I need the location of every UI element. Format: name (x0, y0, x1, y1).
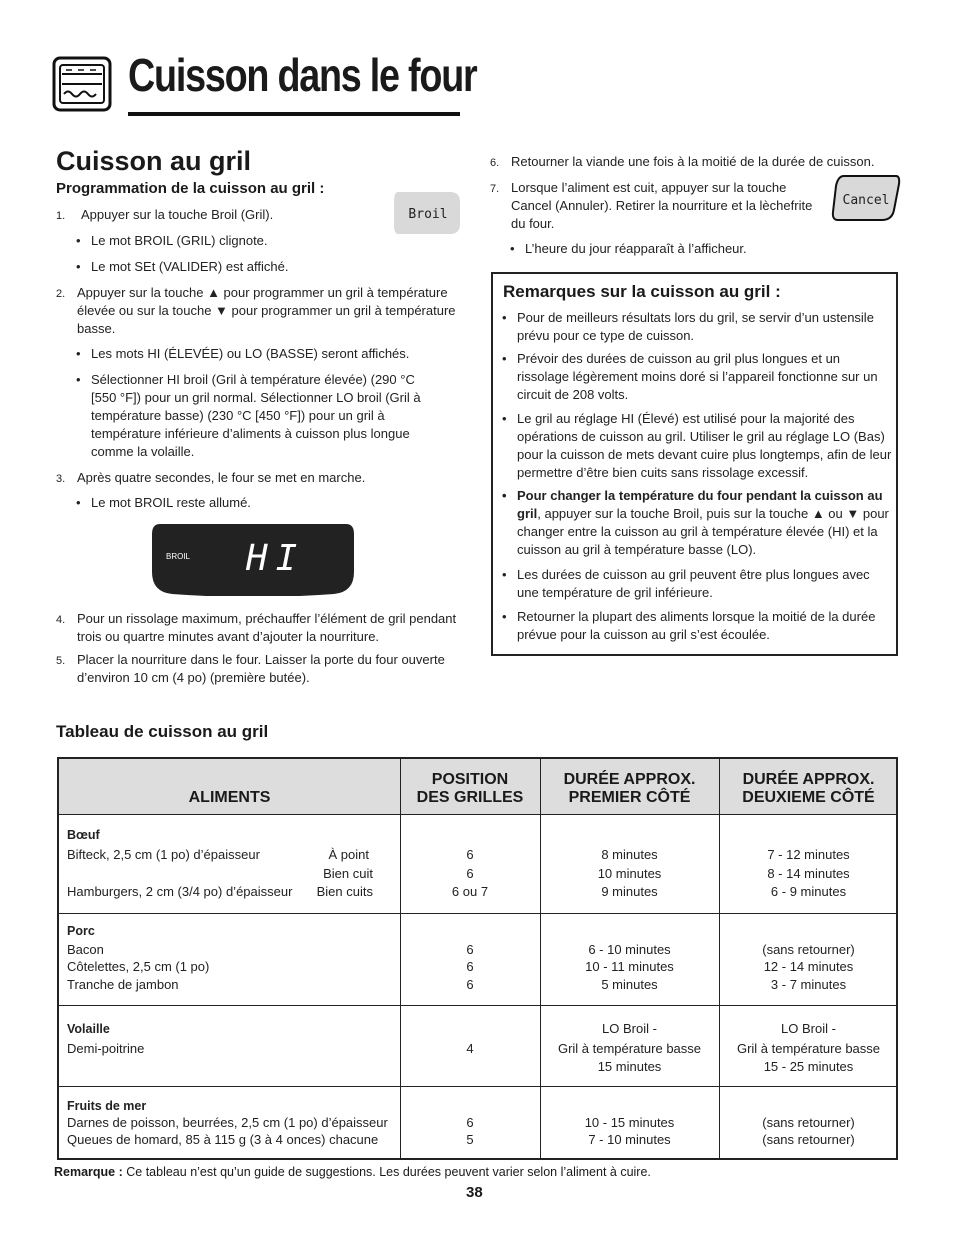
group-seafood: Fruits de mer (67, 1099, 147, 1113)
table-remark: Remarque : Ce tableau n’est qu’un guide de suggestions. Les durées peuvent varier selon l’aliment à cuire. (54, 1165, 651, 1179)
col-header-second-side: DURÉE APPROX. DEUXIEME CÔTÉ (742, 771, 875, 806)
programming-heading: Programmation de la cuisson au gril : (56, 180, 325, 197)
table-row: Côtelettes, 2,5 cm (1 po) (67, 959, 210, 974)
section-title: Cuisson au gril (56, 146, 252, 176)
page-number: 38 (466, 1184, 483, 1201)
table-row: Hamburgers, 2 cm (3/4 po) d’épaisseur (67, 884, 293, 899)
page-title: Cuisson dans le four (128, 49, 477, 101)
group-pork: Porc (67, 924, 95, 938)
group-beef: Bœuf (67, 828, 100, 842)
oven-icon (52, 56, 112, 112)
table-row: Bifteck, 2,5 cm (1 po) d’épaisseur (67, 847, 260, 862)
broil-table: ALIMENTS POSITION DES GRILLES DURÉE APPROX. PREMIER CÔTÉ DURÉE APPROX. DEUXIEME CÔTÉ Bœuf Bifteck, 2,5 cm (1 po) d’épaisseur À point Bien cuit Hamburgers, 2 cm (3/4 po) d’épaisseur Bien cuits 6 6 6 ou 7 8 minutes 10 minutes 9 minutes 7 - 12 minutes 8 - 14 minutes 6 - 9 minutes Porc Bacon Côtelettes, 2,5 cm (1 po) Tranche de jambon 6 6 6 6 - 10 minutes 10 - 11 minutes 5 minutes (sans retourner) 12 - 14 minutes 3 - 7 minutes Volaille Demi-poitrine 4 LO Broil - Gril à température basse 15 minutes LO Broil - Gril à température basse 15 - 25 minutes Fruits de mer Darnes de poisson, beurrées, 2,5 cm (1 po) d’épaisseur Queues de homard, 85 à 115 g (3 à 4 onces) chacune 6 5 10 - 15 minutes 7 - 10 minutes (sans retourner) (sans retourner) (57, 757, 898, 1160)
broil-button-graphic (392, 188, 462, 238)
table-row: Queues de homard, 85 à 115 g (3 à 4 onces) chacune (67, 1132, 379, 1147)
col-header-first-side: DURÉE APPROX. PREMIER CÔTÉ (563, 771, 696, 806)
cancel-button-label: Cancel (842, 193, 890, 208)
group-poultry: Volaille (67, 1022, 110, 1036)
cancel-button-graphic (830, 172, 902, 226)
notes-heading: Remarques sur la cuisson au gril : (503, 282, 781, 301)
col-header-aliments: ALIMENTS (188, 789, 271, 806)
table-row: Bacon (67, 942, 104, 957)
table-heading: Tableau de cuisson au gril (56, 722, 269, 741)
table-row: Tranche de jambon (67, 977, 179, 992)
display-broil-label: BROIL (166, 552, 191, 561)
col-header-position: POSITION DES GRILLES (416, 771, 524, 806)
display-readout: HI (246, 538, 306, 579)
oven-display-graphic (150, 522, 356, 596)
title-divider (128, 112, 460, 116)
broil-button-label: Broil (408, 207, 448, 222)
table-row: Darnes de poisson, beurrées, 2,5 cm (1 po) d’épaisseur (67, 1115, 388, 1130)
table-row: Demi-poitrine (67, 1041, 145, 1056)
